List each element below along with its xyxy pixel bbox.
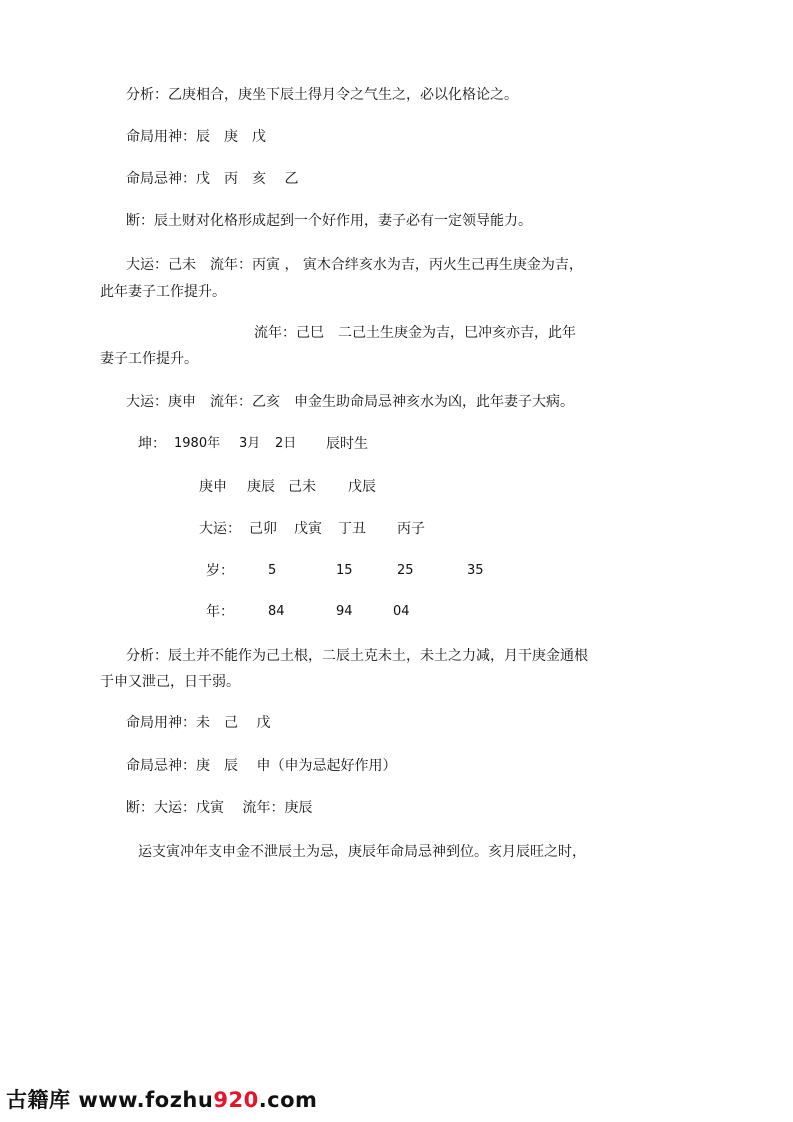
text-line: 流年：己巳 二己土生庚金为吉，巳冲亥亦吉，此年 (254, 325, 576, 341)
text-line: 命局忌神：庚 辰 申（申为忌起好作用） (126, 758, 397, 774)
year-item: 04 (393, 604, 410, 619)
age-item: 25 (397, 563, 414, 578)
text-line: 此年妻子工作提升。 (100, 284, 226, 300)
ages-label: 岁： (206, 563, 234, 579)
text-line: 大运：己未 流年：丙寅 ， 寅木合绊亥水为吉，丙火生己再生庚金为吉， (126, 257, 583, 273)
pillar-year: 庚申 (199, 479, 227, 495)
dayun-label: 大运： (199, 521, 241, 537)
birth-year: 1980年 (174, 436, 221, 451)
text-line: 大运：庚申 流年：乙亥 申金生助命局忌神亥水为凶，此年妻子大病。 (126, 394, 574, 410)
dayun-item: 丁丑 (338, 521, 366, 537)
dayun-item: 丙子 (397, 521, 425, 537)
dayun-item: 己卯 (249, 521, 277, 537)
text-line: 命局用神：辰 庚 戊 (126, 129, 266, 145)
watermark-url-suffix: .com (258, 1088, 318, 1112)
years-label: 年： (206, 604, 234, 620)
pillar-hour: 戊辰 (348, 479, 376, 495)
text-line: 断：大运：戊寅 流年：庚辰 (126, 800, 313, 816)
watermark-brand: 古籍库 (6, 1088, 71, 1112)
year-item: 84 (268, 604, 285, 619)
text-line: 分析：辰土并不能作为己土根，二辰土克未土，未土之力减，月干庚金通根 (126, 648, 588, 664)
age-item: 15 (336, 563, 353, 578)
text-line: 命局用神：未 己 戊 (126, 715, 271, 731)
year-item: 94 (336, 604, 353, 619)
watermark-url-prefix: www.fozhu (78, 1088, 214, 1112)
pillar-month: 庚辰 (247, 479, 275, 495)
watermark-url-accent: 920 (213, 1088, 259, 1112)
birth-day: 2日 (275, 436, 297, 451)
text-line: 于申又泄己，日干弱。 (100, 674, 240, 690)
text-line: 妻子工作提升。 (100, 351, 198, 367)
age-item: 5 (268, 563, 277, 578)
text-line: 运支寅冲年支申金不泄辰土为忌，庚辰年命局忌神到位。亥月辰旺之时， (138, 844, 586, 860)
birth-label: 坤： (138, 436, 166, 452)
birth-month: 3月 (239, 436, 261, 451)
dayun-item: 戊寅 (294, 521, 322, 537)
text-line: 命局忌神：戊 丙 亥 乙 (126, 171, 299, 187)
age-item: 35 (467, 563, 484, 578)
pillar-day: 己未 (288, 479, 316, 495)
birth-hour: 辰时生 (326, 436, 368, 452)
watermark (6, 1084, 317, 1114)
text-line: 分析：乙庚相合，庚坐下辰土得月令之气生之，必以化格论之。 (126, 87, 518, 103)
text-line: 断：辰土财对化格形成起到一个好作用，妻子必有一定领导能力。 (126, 213, 532, 229)
